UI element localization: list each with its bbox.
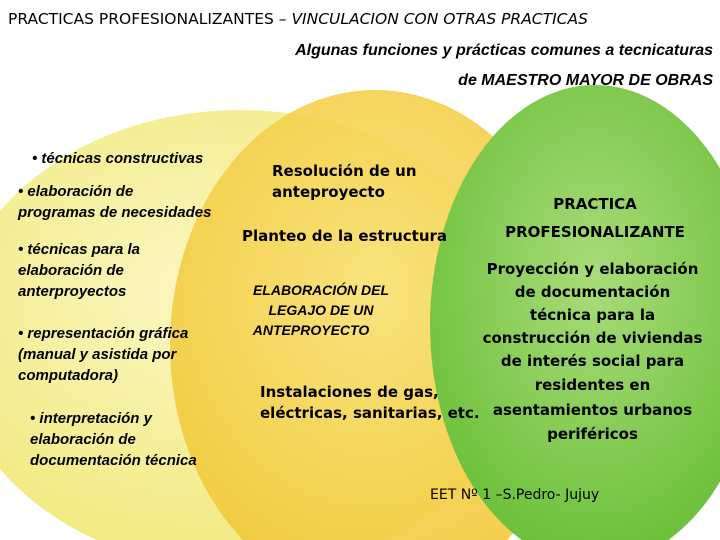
right-body-line-7: asentamientos urbanos xyxy=(492,401,693,419)
middle-legajo-line-3: ANTEPROYECTO xyxy=(252,322,370,338)
right-title-line-2: PROFESIONALIZANTE xyxy=(505,223,685,241)
middle-planteo-estructura: Planteo de la estructura xyxy=(242,227,448,245)
left-item-programas-line-1: • elaboración de xyxy=(18,183,134,200)
left-item-interpretacion-line-1: • interpretación y xyxy=(30,410,152,427)
middle-resolucion-line-1: Resolución de un xyxy=(272,162,417,180)
right-body-line-6: residentes en xyxy=(534,376,651,394)
title-prefix: PRACTICAS PROFESIONALIZANTES – xyxy=(8,10,292,28)
left-item-anteproyectos-line-2: elaboración de xyxy=(18,262,124,279)
middle-legajo-line-1: ELABORACIÓN DEL xyxy=(252,282,390,298)
left-item-anteproyectos-line-1: • técnicas para la xyxy=(18,241,140,258)
middle-instalaciones-line-1: Instalaciones de gas, xyxy=(260,383,439,401)
page-title xyxy=(8,10,588,28)
right-body-line-4: construcción de viviendas xyxy=(482,329,703,347)
left-item-programas-line-2: programas de necesidades xyxy=(18,204,212,221)
left-item-tecnicas-constructivas: • técnicas constructivas xyxy=(32,150,204,167)
left-item-representacion-line-2: (manual y asistida por xyxy=(18,346,177,363)
right-body-line-2: de documentación xyxy=(514,283,671,301)
right-body-line-1: Proyección y elaboración xyxy=(486,260,699,278)
left-item-representacion-line-3: computadora) xyxy=(18,367,119,384)
title-suffix: VINCULACION CON OTRAS PRACTICAS xyxy=(291,10,588,28)
subtitle-line-1: Algunas funciones y prácticas comunes a tecnicaturas xyxy=(295,42,713,59)
right-body-line-8: periféricos xyxy=(547,425,638,443)
right-title-line-1: PRACTICA xyxy=(553,195,637,213)
left-item-anteproyectos-line-3: anterproyectos xyxy=(18,283,127,300)
middle-instalaciones-line-2: eléctricas, sanitarias, etc. xyxy=(260,404,480,422)
left-item-representacion-line-1: • representación gráfica xyxy=(18,325,189,342)
footer-credit: EET Nº 1 –S.Pedro- Jujuy xyxy=(430,487,600,503)
middle-legajo-line-2: LEGAJO DE UN xyxy=(268,302,374,318)
right-body-line-3: técnica para la xyxy=(529,306,656,324)
middle-resolucion-line-2: anteproyecto xyxy=(272,183,385,201)
right-body-line-5: de interés social para xyxy=(500,352,685,370)
left-item-interpretacion-line-2: elaboración de xyxy=(30,431,136,448)
subtitle-line-2: de MAESTRO MAYOR DE OBRAS xyxy=(458,72,713,89)
left-item-interpretacion-line-3: documentación técnica xyxy=(30,452,197,469)
